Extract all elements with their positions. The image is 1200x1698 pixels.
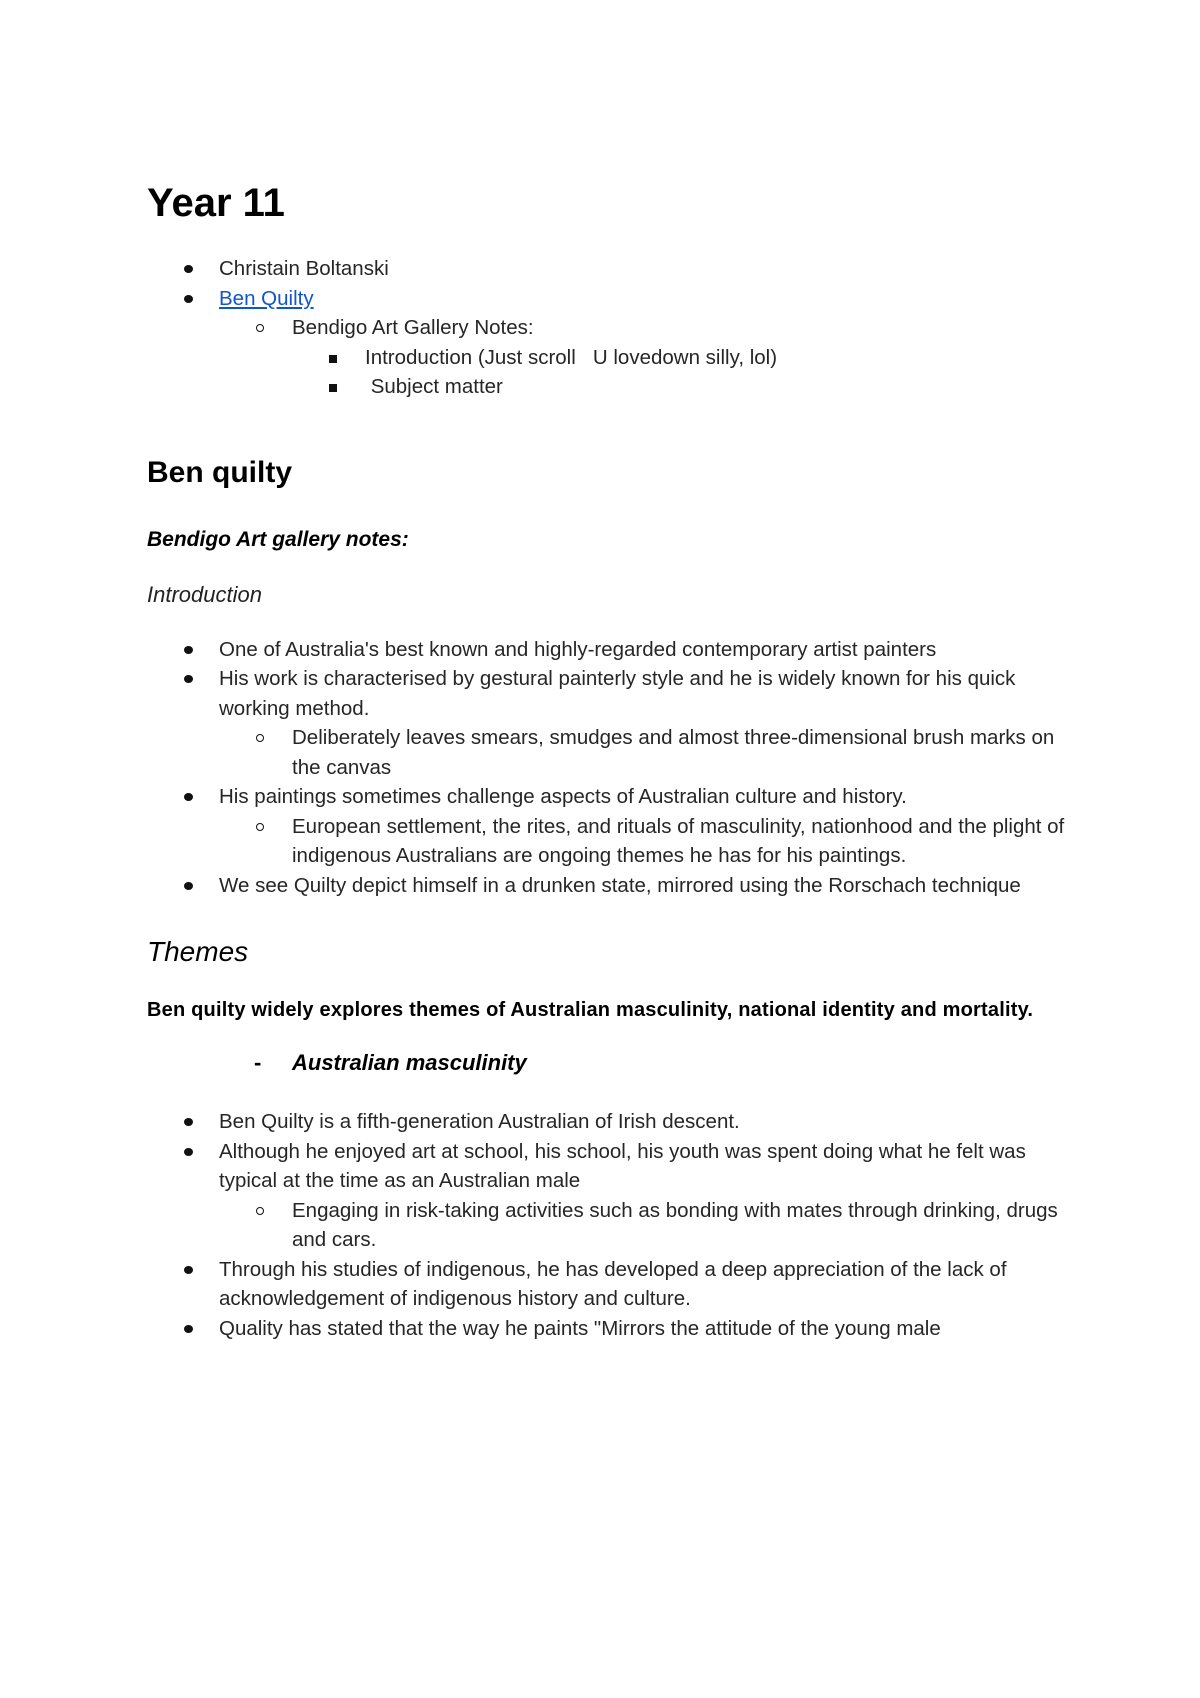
intro-list [147,782,1067,812]
intro-heading: Introduction [147,581,262,607]
themes-heading: Themes [147,936,249,967]
theme-subheading [147,1047,1067,1079]
list-item [147,254,1067,284]
list-item [147,871,1067,901]
bullet-disc-icon [184,265,193,273]
list-item [147,1107,1067,1137]
list-item [147,1196,1067,1255]
intro-list [147,635,1067,724]
bullet-circle-icon [256,1207,264,1215]
list-item [147,723,1067,782]
bullet-square-icon [329,384,337,392]
list-item [147,284,1067,314]
list-item [147,664,1067,723]
list-item-text: One of Australia's best known and highly-regarded contemporary artist painters [219,637,937,661]
bullet-disc-icon [184,1266,193,1274]
bullet-square-icon [329,355,337,363]
list-item-text: Subject matter [365,375,503,398]
list-item [147,812,1067,871]
list-item-text: Deliberately leaves smears, smudges and almost three-dimensional brush marks on the canvas [292,726,1055,779]
section-heading: Ben quilty [147,455,293,489]
bullet-disc-icon [184,882,193,890]
list-item-text: We see Quilty depict himself in a drunken state, mirrored using the Rorschach technique [219,873,1021,897]
list-item-text: His paintings sometimes challenge aspects of Australian culture and history. [219,785,907,808]
bullet-disc-icon [184,646,193,654]
bullet-circle-icon [256,734,264,742]
document-body [147,178,1067,1343]
list-item-text: Through his studies of indigenous, he has developed a deep appreciation of the lack of acknowledgement of indigenous history and culture. [219,1257,1007,1310]
list-item [147,1255,1067,1314]
list-item-text: European settlement, the rites, and rituals of masculinity, nationhood and the plight of indigenous Australians are ongoing themes he has for his paintings. [292,814,1065,867]
list-item [147,1314,1067,1344]
list-item [147,1137,1067,1196]
subsub-list [147,343,1067,402]
themes-intro: Ben quilty widely explores themes of Australian masculinity, national identity and mortality. [147,999,1034,1021]
notes-heading: Bendigo Art gallery notes: [147,527,409,551]
list-item [147,313,1067,343]
masculinity-sublist [147,1196,1067,1255]
list-item [147,782,1067,812]
bullet-disc-icon [184,1118,193,1126]
list-item-text: Engaging in risk-taking activities such as bonding with mates through drinking, drugs and cars. [292,1198,1058,1251]
list-item-text: Introduction (Just scroll U lovedown silly, lol) [365,345,778,369]
list-item-text: His work is characterised by gestural painterly style and he is widely known for his quick working method. [219,667,1016,720]
intro-sublist [147,723,1067,782]
bullet-circle-icon [256,823,264,831]
page-title: Year 11 [147,181,285,225]
masculinity-list [147,1107,1067,1196]
intro-sublist [147,812,1067,871]
list-item-text: Although he enjoyed art at school, his school, his youth was spent doing what he felt was typical at the time as an Australian male [219,1139,1026,1192]
bullet-disc-icon [184,675,193,683]
intro-list [147,871,1067,901]
list-item [147,372,1067,402]
list-item-text: Quality has stated that the way he paints "Mirrors the attitude of the young male [219,1316,941,1340]
list-item-text: Ben Quilty is a fifth-generation Australian of Irish descent. [219,1110,740,1133]
list-item [147,343,1067,373]
bullet-disc-icon [184,1148,193,1156]
list-item-text: Bendigo Art Gallery Notes: [292,316,534,339]
ben-quilty-link[interactable]: Ben Quilty [219,286,314,310]
sub-list [147,313,1067,343]
list-item [147,635,1067,665]
top-list [147,254,1067,313]
theme-title: Australian masculinity [292,1050,527,1075]
bullet-disc-icon [184,793,193,801]
masculinity-list [147,1255,1067,1344]
bullet-circle-icon [256,324,264,332]
dash-marker: - [254,1050,262,1075]
bullet-disc-icon [184,1325,193,1333]
list-item-text: Christain Boltanski [219,257,389,280]
bullet-disc-icon [184,295,193,303]
